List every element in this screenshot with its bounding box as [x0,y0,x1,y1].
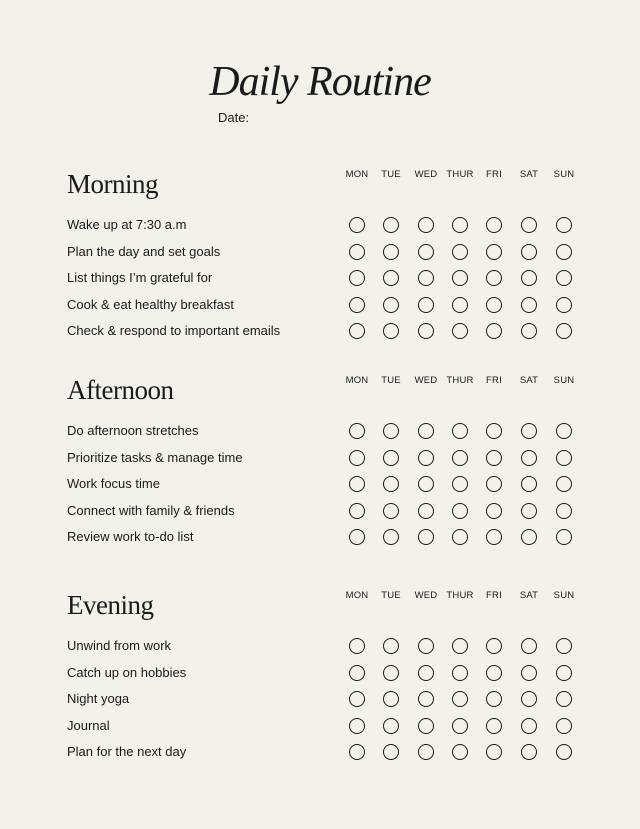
task-label: Work focus time [67,476,160,492]
checkbox-wed[interactable] [418,529,434,545]
checkbox-mon[interactable] [349,244,365,260]
checkbox-sat[interactable] [521,718,537,734]
checkbox-wed[interactable] [418,691,434,707]
task-row [0,212,640,238]
checkbox-tue[interactable] [383,691,399,707]
checkbox-fri[interactable] [486,718,502,734]
task-label: Cook & eat healthy breakfast [67,296,234,312]
checkbox-wed[interactable] [418,450,434,466]
checkbox-thur[interactable] [452,529,468,545]
task-label: List things I’m grateful for [67,270,213,286]
checkbox-fri[interactable] [486,744,502,760]
day-header-fri: FRI [486,169,502,180]
checkbox-wed[interactable] [418,244,434,260]
checkbox-sat[interactable] [521,665,537,681]
checkbox-thur[interactable] [452,244,468,260]
checkbox-sat[interactable] [521,244,537,260]
checkbox-sun[interactable] [556,476,572,492]
checkbox-sat[interactable] [521,476,537,492]
checkbox-fri[interactable] [486,217,502,233]
task-label: Plan the day and set goals [67,243,221,259]
checkbox-sun[interactable] [556,718,572,734]
checkbox-wed[interactable] [418,323,434,339]
checkbox-mon[interactable] [349,476,365,492]
checkbox-wed[interactable] [418,665,434,681]
checkbox-wed[interactable] [418,217,434,233]
checkbox-mon[interactable] [349,718,365,734]
page-title: Daily Routine [209,59,431,105]
checkbox-thur[interactable] [452,638,468,654]
task-row [0,660,640,686]
checkbox-sun[interactable] [556,691,572,707]
checkbox-thur[interactable] [452,217,468,233]
task-label: Night yoga [67,691,130,707]
checkbox-mon[interactable] [349,450,365,466]
checkbox-fri[interactable] [486,323,502,339]
day-header-tue: TUE [381,375,401,386]
checkbox-thur[interactable] [452,744,468,760]
task-row [0,633,640,659]
checkbox-tue[interactable] [383,297,399,313]
task-row [0,265,640,291]
task-row [0,239,640,265]
day-header-tue: TUE [381,169,401,180]
section-title: Evening [67,590,154,620]
section-title: Morning [67,169,158,199]
task-label: Wake up at 7:30 a.m [67,217,187,232]
checkbox-tue[interactable] [383,476,399,492]
checkbox-sun[interactable] [556,638,572,654]
checkbox-thur[interactable] [452,323,468,339]
task-row [0,445,640,471]
checkbox-wed[interactable] [418,423,434,439]
checkbox-tue[interactable] [383,217,399,233]
day-header-fri: FRI [486,590,502,601]
checkbox-tue[interactable] [383,638,399,654]
task-row [0,292,640,318]
checkbox-fri[interactable] [486,270,502,286]
day-header-sun: SUN [553,169,575,180]
checkbox-thur[interactable] [452,503,468,519]
day-header-mon: MON [345,375,369,386]
checkbox-sat[interactable] [521,744,537,760]
task-label: Check & respond to important emails [67,323,281,339]
checkbox-fri[interactable] [486,297,502,313]
checkbox-tue[interactable] [383,503,399,519]
checkbox-tue[interactable] [383,423,399,439]
checkbox-mon[interactable] [349,744,365,760]
checkbox-mon[interactable] [349,297,365,313]
checkbox-wed[interactable] [418,297,434,313]
checkbox-sun[interactable] [556,744,572,760]
section-title: Afternoon [67,375,174,405]
checkbox-sat[interactable] [521,270,537,286]
checkbox-mon[interactable] [349,503,365,519]
checkbox-wed[interactable] [418,503,434,519]
checkbox-tue[interactable] [383,450,399,466]
checkbox-wed[interactable] [418,718,434,734]
checkbox-wed[interactable] [418,476,434,492]
checkbox-thur[interactable] [452,270,468,286]
checkbox-sun[interactable] [556,297,572,313]
task-row [0,471,640,497]
task-row [0,686,640,712]
checkbox-fri[interactable] [486,423,502,439]
task-row [0,713,640,739]
checkbox-sat[interactable] [521,297,537,313]
checkbox-fri[interactable] [486,638,502,654]
checkbox-mon[interactable] [349,323,365,339]
checkbox-wed[interactable] [418,270,434,286]
task-row [0,498,640,524]
checkbox-fri[interactable] [486,450,502,466]
day-header-sun: SUN [553,375,575,386]
checkbox-mon[interactable] [349,691,365,707]
checkbox-thur[interactable] [452,718,468,734]
checkbox-mon[interactable] [349,423,365,439]
day-header-fri: FRI [486,375,502,386]
checkbox-thur[interactable] [452,423,468,439]
day-header-sat: SAT [519,590,539,601]
task-label: Prioritize tasks & manage time [67,449,243,465]
checkbox-tue[interactable] [383,665,399,681]
task-row [0,318,640,344]
checkbox-sun[interactable] [556,217,572,233]
task-label: Journal [67,717,110,733]
checkbox-mon[interactable] [349,665,365,681]
day-header-thur: THUR [446,375,474,386]
checkbox-sun[interactable] [556,244,572,260]
checkbox-thur[interactable] [452,297,468,313]
checkbox-sun[interactable] [556,529,572,545]
checkbox-sat[interactable] [521,503,537,519]
day-header-tue: TUE [381,590,401,601]
checkbox-sat[interactable] [521,450,537,466]
task-row [0,739,640,765]
checkbox-tue[interactable] [383,529,399,545]
day-header-sun: SUN [553,590,575,601]
task-label: Do afternoon stretches [67,423,199,438]
checkbox-fri[interactable] [486,665,502,681]
checkbox-sun[interactable] [556,665,572,681]
task-label: Review work to-do list [67,529,194,545]
checkbox-sun[interactable] [556,450,572,466]
checkbox-thur[interactable] [452,476,468,492]
checkbox-sat[interactable] [521,691,537,707]
task-label: Plan for the next day [67,744,187,760]
date-label: Date: [218,110,250,125]
day-header-wed: WED [414,169,438,180]
checkbox-mon[interactable] [349,529,365,545]
day-header-sat: SAT [519,169,539,180]
checkbox-sat[interactable] [521,638,537,654]
task-row [0,524,640,550]
checkbox-sat[interactable] [521,217,537,233]
checkbox-thur[interactable] [452,450,468,466]
checkbox-tue[interactable] [383,244,399,260]
checkbox-sat[interactable] [521,423,537,439]
checkbox-fri[interactable] [486,244,502,260]
checkbox-sun[interactable] [556,423,572,439]
task-label: Unwind from work [67,638,172,653]
checkbox-mon[interactable] [349,270,365,286]
day-header-thur: THUR [446,590,474,601]
checkbox-sun[interactable] [556,323,572,339]
checkbox-thur[interactable] [452,691,468,707]
checkbox-sun[interactable] [556,270,572,286]
checkbox-wed[interactable] [418,638,434,654]
checkbox-sat[interactable] [521,529,537,545]
checkbox-tue[interactable] [383,323,399,339]
checkbox-tue[interactable] [383,718,399,734]
checkbox-fri[interactable] [486,476,502,492]
day-header-thur: THUR [446,169,474,180]
checkbox-fri[interactable] [486,503,502,519]
day-header-mon: MON [345,169,369,180]
day-header-wed: WED [414,375,438,386]
task-label: Catch up on hobbies [67,664,187,680]
checkbox-mon[interactable] [349,217,365,233]
task-label: Connect with family & friends [67,502,235,518]
checkbox-wed[interactable] [418,744,434,760]
day-header-wed: WED [414,590,438,601]
day-header-mon: MON [345,590,369,601]
checkbox-sat[interactable] [521,323,537,339]
day-header-sat: SAT [519,375,539,386]
checkbox-tue[interactable] [383,744,399,760]
checkbox-sun[interactable] [556,503,572,519]
task-row [0,418,640,444]
checkbox-thur[interactable] [452,665,468,681]
checkbox-fri[interactable] [486,529,502,545]
checkbox-tue[interactable] [383,270,399,286]
checkbox-fri[interactable] [486,691,502,707]
checkbox-mon[interactable] [349,638,365,654]
